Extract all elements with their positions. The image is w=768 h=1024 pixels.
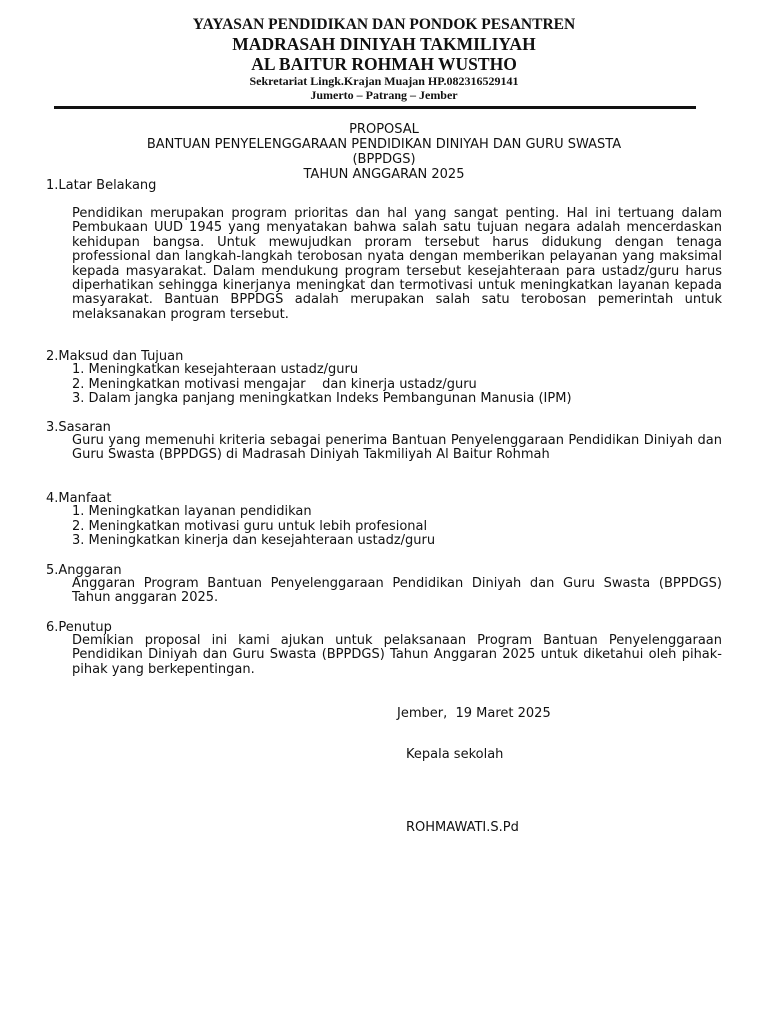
letterhead-divider bbox=[54, 106, 696, 109]
list-item: 1. Meningkatkan kesejahteraan ustadz/guru bbox=[72, 362, 359, 377]
letterhead-foundation: YAYASAN PENDIDIKAN DAN PONDOK PESANTREN bbox=[192, 16, 576, 33]
section-body-penutup: Demikian proposal ini kami ajukan untuk pelaksanaan Program Bantuan Penyelenggaraan Pendidikan Diniyah dan Guru Swasta (BPPDGS) Tahun Anggaran 2025 untuk diketahui oleh pihak-pihak yang berkepentingan. bbox=[72, 633, 722, 677]
list-manfaat bbox=[72, 505, 435, 549]
title-acronym: (BPPDGS) bbox=[352, 152, 416, 167]
proposal-title bbox=[54, 122, 714, 182]
section-heading-latar-belakang: 1.Latar Belakang bbox=[46, 178, 157, 193]
signature-name: ROHMAWATI.S.Pd bbox=[406, 820, 519, 835]
letterhead-secretariat: Sekretariat Lingk.Krajan Muajan HP.082316529141 bbox=[249, 74, 519, 88]
signature-role: Kepala sekolah bbox=[406, 747, 504, 762]
section-heading-penutup: 6.Penutup bbox=[46, 620, 112, 635]
title-program: BANTUAN PENYELENGGARAAN PENDIDIKAN DINIYAH DAN GURU SWASTA bbox=[146, 137, 622, 152]
section-heading-maksud-tujuan: 2.Maksud dan Tujuan bbox=[46, 349, 184, 364]
section-body-latar-belakang: Pendidikan merupakan program prioritas dan hal yang sangat penting. Hal ini tertuang dalam Pembukaan UUD 1945 yang menyatakan bahwa salah satu tujuan negara adalah mencerdaskan kehidupan bangsa. Untuk mewujudkan proram tersebut harus didukung dengan tenaga professional dan langkah-langkah terobosan nyata dengan memberikan pelayanan yang maksimal kepada masyarakat. Dalam mendukung program tersebut kesejahteraan para ustadz/guru harus diperhatikan sehingga kinerjanya meningkat dan termotivasi untuk meningkatkan layanan kepada masyarakat. Bantuan BPPDGS adalah merupakan salah satu terobosan pemerintah untuk melaksanakan program tersebut. bbox=[72, 206, 722, 322]
section-body-anggaran: Anggaran Program Bantuan Penyelenggaraan Pendidikan Diniyah dan Guru Swasta (BPPDGS) Tahun anggaran 2025. bbox=[72, 576, 722, 606]
letterhead-school-name: AL BAITUR ROHMAH WUSTHO bbox=[251, 54, 517, 74]
letterhead bbox=[0, 16, 768, 102]
title-year: TAHUN ANGGARAN 2025 bbox=[303, 167, 465, 182]
list-item: 2. Meningkatkan motivasi guru untuk lebih profesional bbox=[72, 518, 428, 534]
list-item: 2. Meningkatkan motivasi mengajar dan kinerja ustadz/guru bbox=[72, 376, 477, 392]
signature-place-date: Jember, 19 Maret 2025 bbox=[397, 706, 551, 721]
list-item: 1. Meningkatkan layanan pendidikan bbox=[72, 504, 312, 519]
letterhead-madrasah: MADRASAH DINIYAH TAKMILIYAH bbox=[232, 34, 536, 54]
section-heading-manfaat: 4.Manfaat bbox=[46, 491, 112, 506]
letterhead-address: Jumerto – Patrang – Jember bbox=[310, 88, 458, 102]
list-item: 3. Meningkatkan kinerja dan kesejahteraan ustadz/guru bbox=[72, 533, 436, 549]
section-heading-anggaran: 5.Anggaran bbox=[46, 563, 122, 578]
section-heading-sasaran: 3.Sasaran bbox=[46, 420, 111, 435]
list-item: 3. Dalam jangka panjang meningkatkan Indeks Pembangunan Manusia (IPM) bbox=[72, 391, 572, 407]
list-maksud-tujuan bbox=[72, 363, 572, 407]
section-body-sasaran: Guru yang memenuhi kriteria sebagai penerima Bantuan Penyelenggaraan Pendidikan Diniyah dan Guru Swasta (BPPDGS) di Madrasah Diniyah Takmiliyah Al Baitur Rohmah bbox=[72, 433, 722, 463]
title-proposal: PROPOSAL bbox=[349, 122, 419, 137]
